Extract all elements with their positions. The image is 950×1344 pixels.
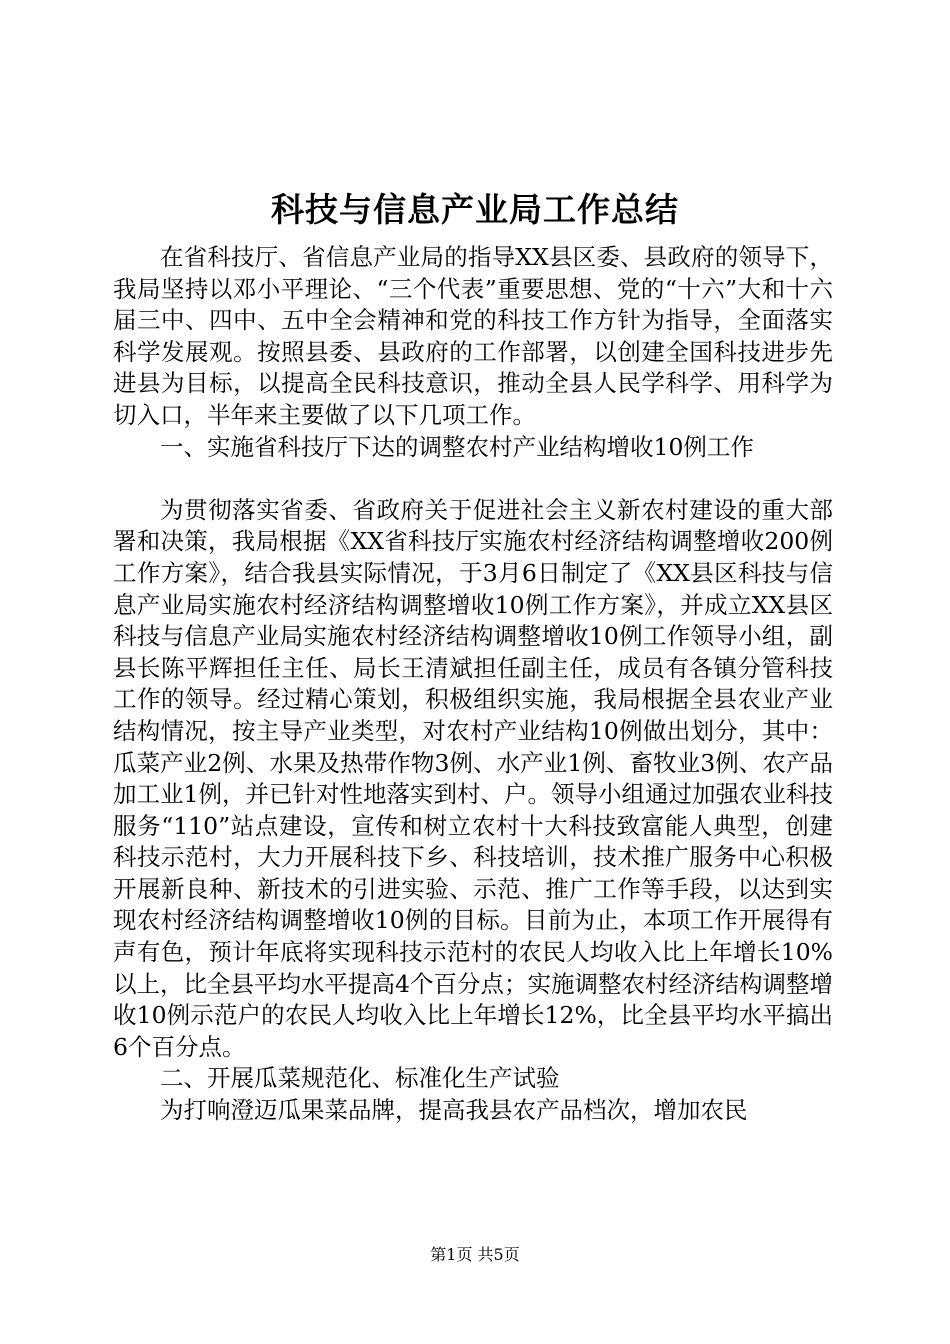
section-1-paragraph: 为贯彻落实省委、省政府关于促进社会主义新农村建设的重大部署和决策，我局根据《XX省科技厅实施农村经济结构调整增收200例工作方案》，结合我县实际情况，于3月6日制定了《XX县区科技与信息产业局实施农村经济结构调整增收10例工作方案》，并成立XX县区科技与信息产业局实施农村经济结构调整增收10例工作领导小组，副县长陈平辉担任主任、局长王清斌担任副主任，成员有各镇分管科技工作的领导。经过精心策划，积极组织实施，我局根据全县农业产业结构情况，按主导产业类型，对农村产业结构10例做出划分，其中：瓜菜产业2例、水果及热带作物3例、水产业1例、畜牧业3例、农产品加工业1例，并已针对性地落实到村、户。领导小组通过加强农业科技服务“110”站点建设，宣传和树立农村十大科技致富能人典型，创建科技示范村，大力开展科技下乡、科技培训，技术推广服务中心积极开展新良种、新技术的引进实验、示范、推广工作等手段，以达到实现农村经济结构调整增收10例的目标。目前为止，本项工作开展得有声有色，预计年底将实现科技示范村的农民人均收入比上年增长10%以上，比全县平均水平提高4个百分点；实施调整农村经济结构调整增收10例示范户的农民人均收入比上年增长12%，比全县平均水平搞出6个百分点。	[113, 495, 833, 1061]
page-footer: 第1页 共5页	[430, 1245, 520, 1264]
intro-paragraph: 在省科技厅、省信息产业局的指导XX县区委、县政府的领导下，我局坚持以邓小平理论、“三个代表”重要思想、党的“十六”大和十六届三中、四中、五中全会精神和党的科技工作方针为指导，全面落实科学发展观。按照县委、县政府的工作部署，以创建全国科技进步先进县为目标，以提高全民科技意识，推动全县人民学科学、用科学为切入口，半年来主要做了以下几项工作。	[113, 243, 833, 429]
section-2-paragraph: 为打响澄迈瓜果菜品牌，提高我县农产品档次，增加农民	[160, 1096, 748, 1125]
document-title: 科技与信息产业局工作总结	[271, 190, 679, 229]
document-body	[113, 242, 833, 1127]
section-2-heading: 二、开展瓜菜规范化、标准化生产试验	[160, 1064, 560, 1093]
section-1-heading: 一、实施省科技厅下达的调整农村产业结构增收10例工作	[160, 432, 754, 461]
blank-line	[113, 463, 833, 495]
